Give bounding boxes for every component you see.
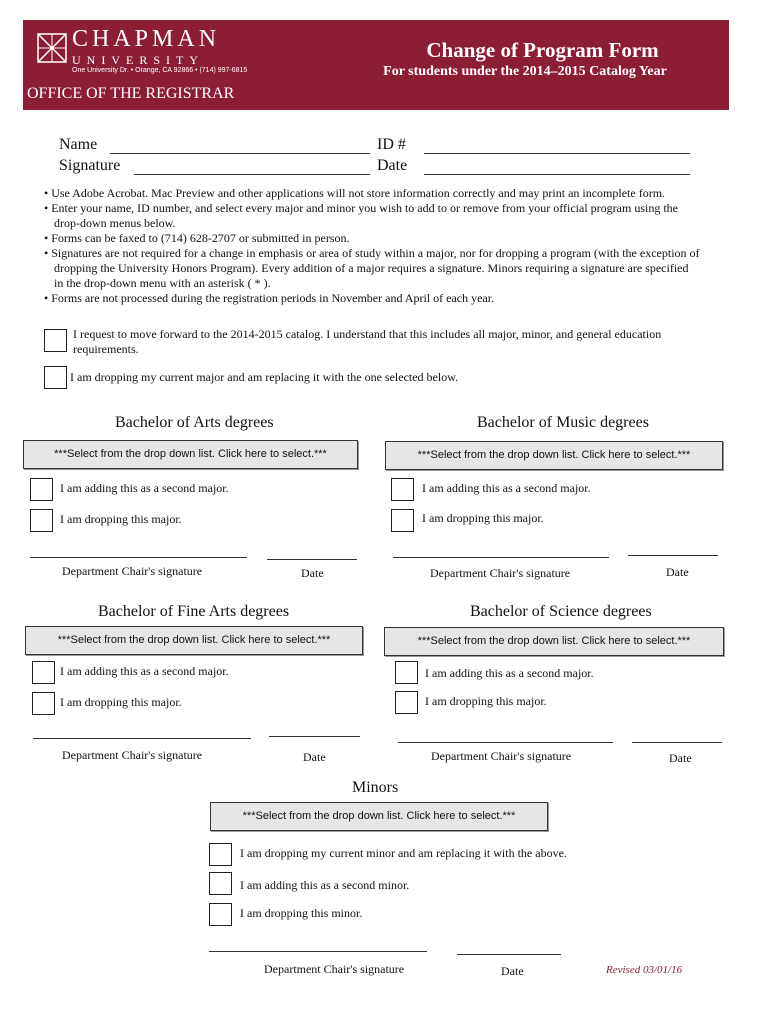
ba-date-field[interactable]	[267, 559, 357, 560]
bs-date-label: Date	[669, 751, 692, 765]
bs-drop-label: I am dropping this major.	[425, 694, 547, 708]
minor-drop-label: I am dropping this minor.	[240, 906, 363, 920]
bfa-dropdown[interactable]: ***Select from the drop down list. Click here to select.***	[25, 626, 363, 655]
date-field[interactable]	[424, 174, 690, 175]
name-label: Name	[59, 136, 98, 153]
bs-dropdown[interactable]: ***Select from the drop down list. Click here to select.***	[384, 627, 724, 656]
ba-drop-checkbox[interactable]	[30, 509, 53, 532]
bm-add-checkbox[interactable]	[391, 478, 414, 501]
ba-date-label: Date	[301, 566, 324, 580]
chapman-logo-icon	[37, 33, 67, 63]
minors-signature-field[interactable]	[209, 951, 427, 952]
bm-title: Bachelor of Music degrees	[477, 414, 649, 431]
bfa-drop-label: I am dropping this major.	[60, 695, 182, 709]
ba-title: Bachelor of Arts degrees	[115, 414, 274, 431]
instruction-line: in the drop-down menu with an asterisk ( * ).	[54, 276, 271, 290]
ba-signature-field[interactable]	[30, 557, 247, 558]
logo-university: UNIVERSITY	[72, 53, 204, 67]
bfa-add-checkbox[interactable]	[32, 661, 55, 684]
instruction-line: • Enter your name, ID number, and select every major and minor you wish to add to or remove from your official program using the	[44, 201, 678, 215]
form-title: Change of Program Form	[426, 38, 659, 62]
dropping-current-major-text: I am dropping my current major and am replacing it with the one selected below.	[70, 370, 459, 384]
catalog-request-text-2: requirements.	[73, 342, 139, 356]
bfa-title: Bachelor of Fine Arts degrees	[98, 603, 290, 620]
instructions	[44, 186, 744, 306]
minors-date-field[interactable]	[457, 954, 561, 955]
instruction-line: • Use Adobe Acrobat. Mac Preview and other applications will not store information correctly and may print an incomplete form.	[44, 186, 666, 200]
bm-add-label: I am adding this as a second major.	[422, 481, 591, 495]
bs-add-checkbox[interactable]	[395, 661, 418, 684]
bs-date-field[interactable]	[632, 742, 722, 743]
bfa-signature-field[interactable]	[33, 738, 251, 739]
bm-signature-label: Department Chair's signature	[430, 566, 571, 580]
bm-signature-field[interactable]	[393, 557, 609, 558]
bm-dropdown[interactable]: ***Select from the drop down list. Click here to select.***	[385, 441, 723, 470]
catalog-request-text: I request to move forward to the 2014-2015 catalog. I understand that this includes all major, minor, and general education	[73, 327, 662, 341]
bs-drop-checkbox[interactable]	[395, 691, 418, 714]
bs-add-label: I am adding this as a second major.	[425, 666, 594, 680]
instruction-line: dropping the University Honors Program). Every addition of a major requires a signature. Minors requiring a signature are specified	[54, 261, 689, 275]
minor-replace-label: I am dropping my current minor and am replacing it with the above.	[240, 846, 567, 860]
date-label: Date	[377, 157, 408, 174]
id-label: ID #	[377, 136, 406, 153]
bs-signature-field[interactable]	[398, 742, 613, 743]
minors-dropdown[interactable]: ***Select from the drop down list. Click here to select.***	[210, 802, 548, 831]
ba-signature-label: Department Chair's signature	[62, 564, 203, 578]
instruction-line: • Forms are not processed during the registration periods in November and April of each year.	[44, 291, 495, 305]
signature-label: Signature	[59, 157, 121, 174]
bfa-add-label: I am adding this as a second major.	[60, 664, 229, 678]
ba-add-label: I am adding this as a second major.	[60, 481, 229, 495]
office-label: OFFICE OF THE REGISTRAR	[27, 85, 235, 102]
minor-drop-checkbox[interactable]	[209, 903, 232, 926]
bm-date-field[interactable]	[628, 555, 718, 556]
ba-add-checkbox[interactable]	[30, 478, 53, 501]
minor-add-label: I am adding this as a second minor.	[240, 878, 410, 892]
id-field[interactable]	[424, 153, 690, 154]
bm-drop-checkbox[interactable]	[391, 509, 414, 532]
logo-name: CHAPMAN	[72, 26, 221, 52]
minor-replace-checkbox[interactable]	[209, 843, 232, 866]
form-subtitle: For students under the 2014–2015 Catalog Year	[383, 64, 667, 79]
ba-dropdown[interactable]: ***Select from the drop down list. Click here to select.***	[23, 440, 358, 469]
minors-date-label: Date	[501, 964, 524, 978]
minors-signature-label: Department Chair's signature	[264, 962, 405, 976]
bm-drop-label: I am dropping this major.	[422, 511, 544, 525]
bfa-signature-label: Department Chair's signature	[62, 748, 203, 762]
revised-date: Revised 03/01/16	[606, 964, 683, 976]
bfa-date-field[interactable]	[269, 736, 360, 737]
name-field[interactable]	[110, 153, 370, 154]
bs-signature-label: Department Chair's signature	[431, 749, 572, 763]
instruction-line: • Signatures are not required for a change in emphasis or area of study within a major, nor for dropping a program (with the exception of	[44, 246, 700, 260]
minors-title: Minors	[352, 779, 399, 796]
instruction-line: • Forms can be faxed to (714) 628-2707 or submitted in person.	[44, 231, 350, 245]
bfa-date-label: Date	[303, 750, 326, 764]
dropping-current-major-checkbox[interactable]	[44, 366, 67, 389]
catalog-request-checkbox[interactable]	[44, 329, 67, 352]
logo-address: One University Dr. • Orange, CA 92866 • (714) 997-6815	[72, 67, 248, 74]
ba-drop-label: I am dropping this major.	[60, 512, 182, 526]
bfa-drop-checkbox[interactable]	[32, 692, 55, 715]
signature-field[interactable]	[134, 174, 370, 175]
instruction-line: drop-down menus below.	[54, 216, 176, 230]
minor-add-checkbox[interactable]	[209, 872, 232, 895]
bs-title: Bachelor of Science degrees	[470, 603, 652, 620]
bm-date-label: Date	[666, 565, 689, 579]
